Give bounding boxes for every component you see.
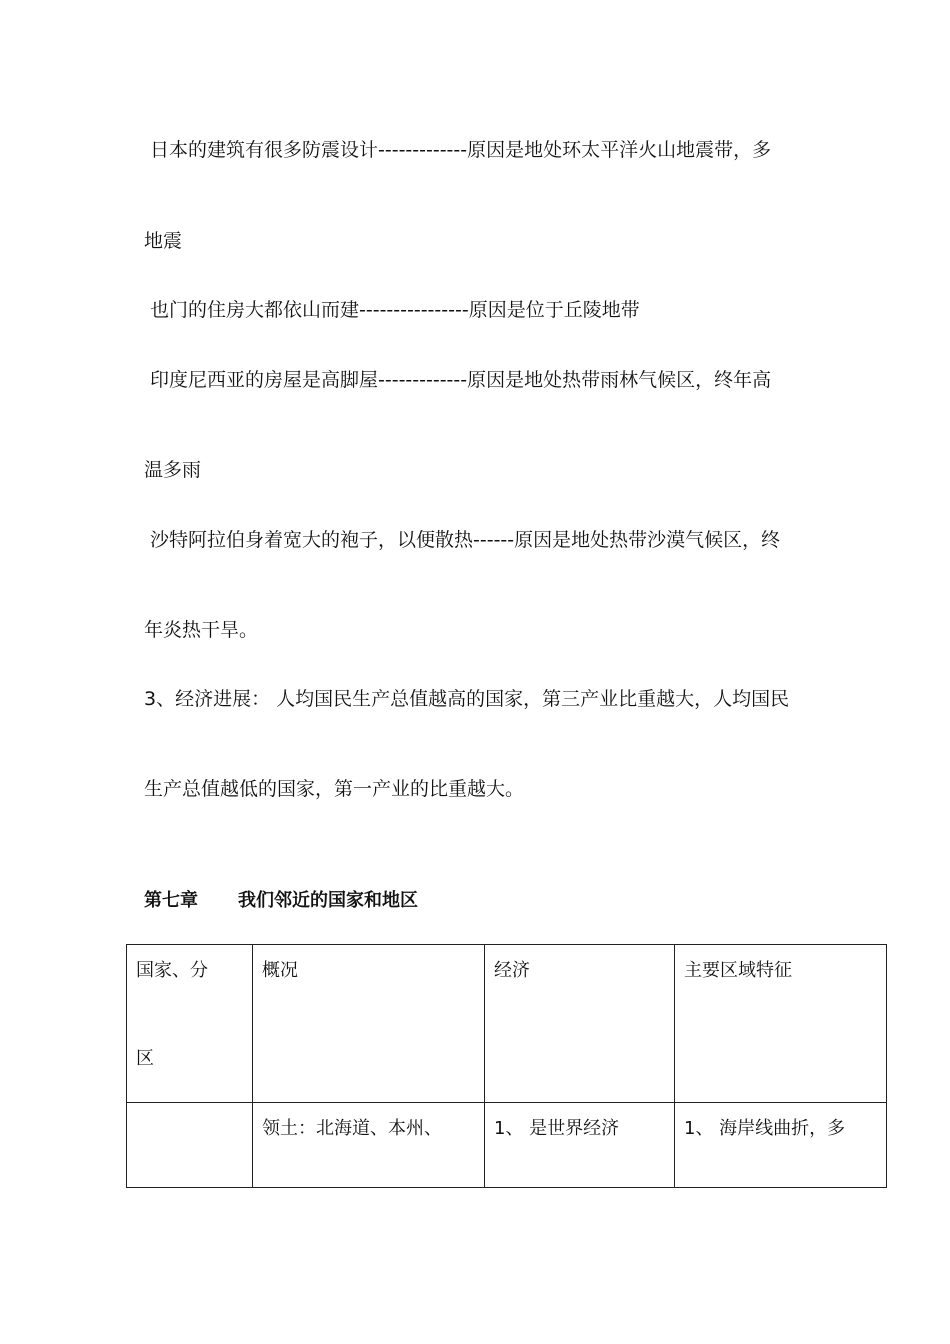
table-header-cell: 主要区域特征 [675, 945, 887, 1103]
text-line: 3、经济进展： 人均国民生产总值越高的国家，第三产业比重越大，人均国民 [144, 688, 790, 710]
text-line: 印度尼西亚的房屋是高脚屋-------------原因是地处热带雨林气候区，终年高 [150, 369, 772, 391]
table-row [127, 1103, 887, 1188]
text-line: 也门的住房大都依山而建----------------原因是位于丘陵地带 [150, 299, 640, 321]
table-header-cell: 概况 [253, 945, 485, 1103]
header-country-label-1: 国家、分 [136, 960, 208, 981]
text-line: 日本的建筑有很多防震设计-------------原因是地处环太平洋火山地震带，多 [150, 139, 772, 161]
table-header-cell [127, 945, 253, 1103]
chapter-number: 第七章 [144, 890, 198, 911]
header-country-label-2: 区 [136, 1048, 154, 1069]
chapter-title: 我们邻近的国家和地区 [238, 890, 418, 911]
chapter-heading [144, 889, 418, 913]
table-cell: 领土：北海道、本州、 [253, 1103, 485, 1188]
text-line: 生产总值越低的国家，第一产业的比重越大。 [144, 778, 525, 800]
text-line: 沙特阿拉伯身着宽大的袍子，以便散热------原因是地处热带沙漠气候区，终 [150, 529, 781, 551]
text-line: 温多雨 [144, 459, 202, 481]
table-cell [127, 1103, 253, 1188]
table-header-cell: 经济 [485, 945, 675, 1103]
text-line: 年炎热干旱。 [144, 619, 259, 641]
countries-table [126, 944, 887, 1188]
text-line: 地震 [144, 230, 183, 252]
table-header-row [127, 945, 887, 1103]
table-cell: 1、 是世界经济 [485, 1103, 675, 1188]
table-cell: 1、 海岸线曲折，多 [675, 1103, 887, 1188]
